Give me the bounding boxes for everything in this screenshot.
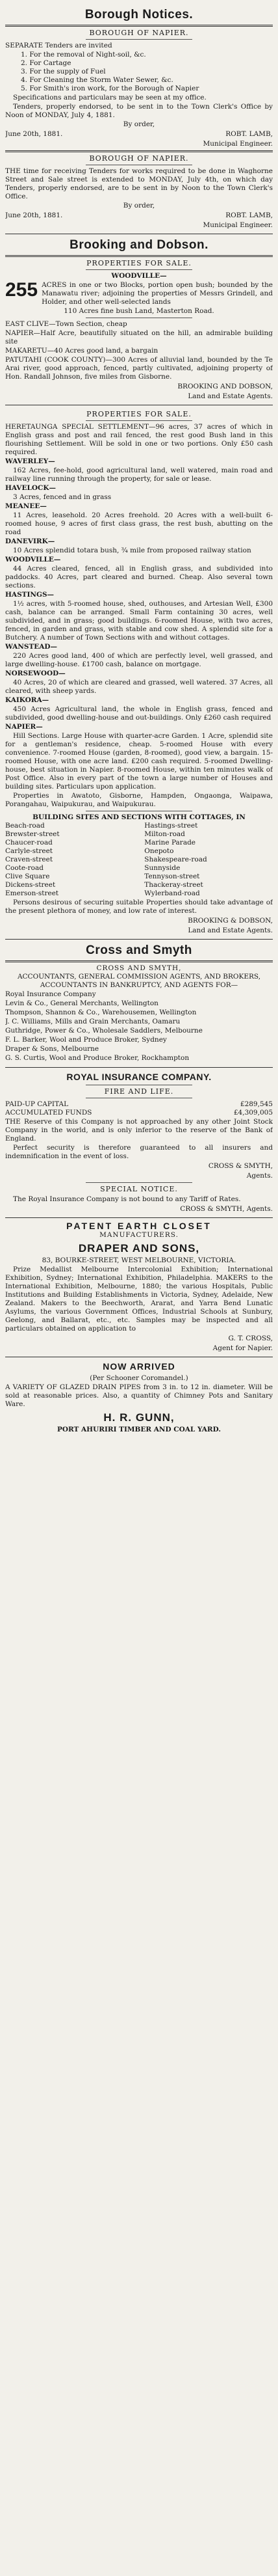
section-title: Brooking and Dobson.: [70, 238, 208, 252]
notice-date: June 20th, 1881.: [5, 211, 63, 219]
firm-title: Land and Estate Agents.: [188, 927, 273, 934]
notice-text: THE time for receiving Tenders for works required to be done in Waghorne Street and Sale street is extended to MONDAY, July 4th, on which day Tenders, properly endorsed, are to be sent in by Noon to the Town Clerk's Office.: [5, 167, 273, 200]
firm-line: ACCOUNTANTS IN BANKRUPTCY, AND AGENTS FOR—: [40, 981, 238, 989]
signer: ROBT. LAMB,: [225, 130, 273, 138]
funds-row: [5, 1109, 273, 1117]
section-title: Cross and Smyth: [86, 943, 192, 957]
special-notice-text: The Royal Insurance Company is not bound to any Tariff of Rates.: [13, 1195, 241, 1203]
notice-heading: BOROUGH OF NAPIER.: [89, 154, 189, 163]
property-text: 11 Acres, leasehold. 20 Acres freehold. 20 Acres with a well-built 6-roomed house, 9 acres of first class grass, the rest bush, abutting on the road: [5, 511, 273, 536]
list-item: 5. For Smith's iron work, for the Borough of Napier: [21, 85, 199, 92]
list-item: 4. For Cleaning the Storm Water Sewer, &c.: [21, 76, 173, 84]
yard-name: PORT AHURIRI TIMBER AND COAL YARD.: [57, 1426, 221, 1433]
agency-line: Guthridge, Power & Co., Wholesale Saddlers, Melbourne: [5, 1027, 203, 1035]
properties-ad: [5, 405, 273, 940]
property-line: EAST CLIVE—Town Section, cheap: [5, 320, 127, 328]
list-item: Carlyle-street: [5, 847, 53, 855]
property-line: NAPIER—Half Acre, beautifully situated on the hill, an admirable building site: [5, 329, 273, 346]
section-title: Borough Notices.: [84, 8, 194, 21]
divider: [5, 255, 273, 257]
agency-line: F. L. Barker, Wool and Produce Broker, Sydney: [5, 1036, 167, 1044]
signature-block: [5, 1205, 273, 1213]
property-text: 40 Acres, 20 of which are cleared and grassed, well watered. 37 Acres, all cleared, with sheep yards.: [5, 679, 273, 695]
list-item: Sunnyside: [144, 864, 181, 872]
list-item: Dickens-street: [5, 881, 56, 889]
list-item: Brewster-street: [5, 830, 60, 838]
place-name: NAPIER—: [5, 723, 43, 731]
place-name: HASTINGS—: [5, 591, 55, 599]
section-title: ROYAL INSURANCE COMPANY.: [66, 1072, 212, 1082]
woodville-tail: 110 Acres fine bush Land, Masterton Road.: [64, 307, 214, 315]
property-text: 10 Acres splendid totara bush, ¾ mile from proposed railway station: [13, 547, 251, 554]
list-item: Clive Square: [5, 873, 50, 880]
now-arrived-heading: NOW ARRIVED: [103, 1361, 175, 1372]
divider: [5, 150, 273, 152]
agency-line: Draper & Sons, Melbourne: [5, 1045, 99, 1053]
list-item: Shakespeare-road: [144, 856, 207, 863]
building-sites-heading: BUILDING SITES AND SECTIONS WITH COTTAGES, IN: [32, 813, 246, 821]
woodville-block: [5, 280, 273, 307]
place-name: MEANEE—: [5, 502, 47, 510]
agency-line: J. C. Williams, Mills and Grain Merchants, Oamaru: [5, 1018, 181, 1025]
list-item: Hastings-street: [144, 822, 198, 830]
place-name: WAVERLEY—: [5, 457, 55, 465]
firm-name: CROSS AND SMYTH,: [96, 964, 182, 972]
divider: [5, 960, 273, 962]
signature-block: [5, 1172, 273, 1180]
signer-title: Municipal Engineer.: [203, 140, 273, 148]
funds-label: ACCUMULATED FUNDS: [5, 1109, 92, 1117]
list-item: Coote-road: [5, 864, 44, 872]
tender-list: [21, 51, 273, 93]
list-item: Beach-road: [5, 822, 45, 830]
notice-intro: SEPARATE Tenders are invited: [5, 42, 112, 49]
section-subtitle: PROPERTIES FOR SALE.: [86, 259, 192, 267]
list-item: 1. For the removal of Night-soil, &c.: [21, 51, 146, 59]
security-text: Perfect security is therefore guaranteed to all insurers and indemnification in the event of loss.: [5, 1144, 273, 1160]
signature-block: [5, 1162, 273, 1171]
sites-column-left: [5, 822, 134, 898]
signer: ROBT. LAMB,: [225, 211, 273, 219]
divider: [86, 1182, 193, 1183]
signature-block: [5, 927, 273, 935]
property-text: HERETAUNGA SPECIAL SETTLEMENT—96 acres, 37 acres of which in English grass and post and rail fenced, the rest good Bush land in this flourishing Settlement. Will be sold in one or two portions. Only £50 cash required.: [5, 423, 273, 456]
section-subtitle: FIRE AND LIFE.: [104, 1087, 174, 1096]
signature-block: [5, 917, 273, 925]
patent-heading: PATENT EARTH CLOSET: [66, 1221, 212, 1231]
agency-line: Thompson, Shannon & Co., Warehousemen, Wellington: [5, 1009, 197, 1016]
list-item: Marine Parade: [144, 839, 196, 847]
notice-date: June 20th, 1881.: [5, 130, 63, 138]
place-name: NORSEWOOD—: [5, 670, 66, 677]
property-text: Hill Sections. Large House with quarter-acre Garden. 1 Acre, splendid site for a gentleman's residence, cheap. 5-roomed House with every convenience. 7-roomed House (garden, 8-roomed), good view, a bargain. 15-roomed House, with one acre land. £200 cash required. 5-roomed Dwelling-house, best situation in Napier. 8-roomed House, within ten minutes walk of Post Office. Also in every part of the town a large number of Houses and building sites. Particulars upon application.: [5, 732, 273, 791]
list-item: Craven-street: [5, 856, 53, 863]
signature-block: [5, 1344, 273, 1353]
manufacturers-heading: MANUFACTURERS.: [99, 1231, 179, 1239]
agency-line: G. S. Curtis, Wool and Produce Broker, Rockhampton: [5, 1054, 190, 1062]
signature-block: [5, 1335, 273, 1343]
agency-line: Levin & Co., General Merchants, Wellington: [5, 999, 158, 1007]
place-name: DANEVIRK—: [5, 537, 55, 545]
list-item: Tennyson-street: [144, 873, 200, 880]
woodville-text: ACRES in one or two Blocks, portion open bush; bounded by the Manawatu river; adjoining the properties of Messrs Grindell, and Holder, and other well-selected lands: [42, 281, 273, 306]
brooking-dobson-ad: [5, 234, 273, 405]
signature-block: [5, 140, 273, 148]
property-text: 450 Acres Agricultural land, the whole in English grass, fenced and subdivided, good dwelling-house and out-buildings. Only £260 cash required: [5, 705, 273, 722]
agent-name: G. T. CROSS,: [228, 1335, 273, 1342]
signature-block: [5, 211, 273, 220]
by-order: By order,: [123, 120, 155, 128]
borough-notices: [5, 4, 273, 234]
by-order: By order,: [123, 202, 155, 210]
woodville-heading: WOODVILLE—: [111, 272, 167, 280]
gunn-ad: [5, 1357, 273, 1438]
gunn-text: A VARIETY OF GLAZED DRAIN PIPES from 3 in. to 12 in. diameter. Will be sold at reasonable prices. Also, a quantity of Chimney Pots and Sanitary Ware.: [5, 1383, 273, 1408]
divider: [86, 39, 193, 40]
capital-label: PAID-UP CAPITAL: [5, 1100, 69, 1108]
merchant-name: H. R. GUNN,: [103, 1411, 175, 1424]
signature-block: [5, 383, 273, 391]
property-text: 3 Acres, fenced and in grass: [13, 493, 112, 501]
agent-title: Agent for Napier.: [212, 1344, 273, 1352]
place-name: WOODVILLE—: [5, 556, 61, 563]
schooner-line: (Per Schooner Coromandel.): [90, 1374, 188, 1382]
property-text: Properties in Awatoto, Gisborne, Hampden, Ongaonga, Waipawa, Porangahau, Waipukurau, and Waipukurau.: [5, 792, 273, 808]
notice-text: Specifications and particulars may be seen at my office.: [13, 94, 207, 102]
capital-value: £289,545: [240, 1100, 273, 1108]
signer-title: Municipal Engineer.: [203, 221, 273, 229]
notice-text: Tenders, properly endorsed, to be sent in to the Town Clerk's Office by Noon of MONDAY, July 4, 1881.: [5, 103, 273, 119]
agents-name: CROSS & SMYTH,: [208, 1162, 273, 1170]
divider: [86, 269, 193, 270]
signature-block: [5, 392, 273, 401]
list-item: Thackeray-street: [144, 881, 203, 889]
property-line: MAKARETU—40 Acres good land, a bargain: [5, 347, 158, 355]
list-item: Milton-road: [144, 830, 185, 838]
notice-heading: BOROUGH OF NAPIER.: [89, 29, 189, 37]
property-text: 1½ acres, with 5-roomed house, shed, outhouses, and Artesian Well, £300 cash, balance can be arranged. Small Farm containing 30 acres, well subdivided, and in grass; good buildings. 6-roomed House, with two acres, fenced, in garden and grass, with stable and cow shed. A splendid site for a Butchery. A number of Town Sections with and without cottages.: [5, 600, 273, 642]
firm-name: DRAPER AND SONS,: [78, 1242, 200, 1254]
place-name: KAIKORA—: [5, 696, 49, 704]
firm-address: 83, BOURKE-STREET, WEST MELBOURNE, VICTORIA.: [42, 1256, 236, 1264]
agents-name: CROSS & SMYTH, Agents.: [180, 1205, 273, 1213]
royal-insurance-ad: [5, 1068, 273, 1218]
divider: [86, 420, 193, 421]
divider: [5, 25, 273, 27]
special-notice-heading: SPECIAL NOTICE.: [100, 1185, 178, 1193]
list-item: Onepoto: [144, 847, 174, 855]
property-text: Persons desirous of securing suitable Properties should take advantage of the present plethora of money, and low rate of interest.: [5, 899, 273, 915]
list-item: Chaucer-road: [5, 839, 53, 847]
section-subtitle: PROPERTIES FOR SALE.: [86, 410, 192, 418]
property-line: PATUTAHI (COOK COUNTY)—300 Acres of alluvial land, bounded by the Te Arai river, good approach, fenced, partly cultivated, adjoining property of Hon. Randall Johnson, five miles from Gisborne.: [5, 356, 273, 381]
cross-smyth-ad: [5, 940, 273, 1068]
firm-line: ACCOUNTANTS, GENERAL COMMISSION AGENTS, AND BROKERS,: [17, 973, 261, 981]
agency-line: Royal Insurance Company: [5, 990, 96, 998]
agents-title: Agents.: [246, 1172, 273, 1180]
property-text: 162 Acres, fee-hold, good agricultural land, well watered, main road and railway line running through the property, for sale or lease.: [5, 467, 273, 483]
firm-name: BROOKING & DOBSON,: [188, 917, 273, 925]
list-item: 3. For the supply of Fuel: [21, 68, 106, 75]
firm-title: Land and Estate Agents.: [188, 392, 273, 400]
draper-sons-ad: [5, 1218, 273, 1357]
sites-column-right: [144, 822, 273, 898]
property-text: 44 Acres cleared, fenced, all in English grass, and subdivided into paddocks. 40 Acres, part cleared and burned. Cheap. Also several town sections.: [5, 565, 273, 590]
reserve-text: THE Reserve of this Company is not approached by any other Joint Stock Company in the world, and is only inferior to the reserve of the Bank of England.: [5, 1118, 273, 1143]
building-sites: [5, 822, 273, 898]
draper-text: Prize Medallist Melbourne Intercolonial Exhibition; International Exhibition, Sydney; International Exhibition, Philadelphia. MAKERS to the International Exhibition, Melbourne, 1880; the various Hospitals, Public Institutions and Building Establishments in Victoria, Sydney, Adelaide, New Zealand. Makers to the Beechworth, Ararat, and Yarra Bend Lunatic Asylums, the various Government Offices, Industrial Schools at Sunbury, Geelong, and Ballarat, etc., etc. Samples may be inspected and all particulars obtained on application to: [5, 1266, 273, 1333]
acreage-figure: 255: [5, 280, 38, 301]
property-text: 220 Acres good land, 400 of which are perfectly level, well grassed, and large dwelling-house. £1700 cash, balance on mortgage.: [5, 652, 273, 668]
firm-name: BROOKING AND DOBSON,: [177, 383, 273, 390]
signature-block: [5, 221, 273, 230]
list-item: 2. For Cartage: [21, 59, 71, 67]
place-name: WANSTEAD—: [5, 643, 58, 651]
funds-value: £4,309,005: [233, 1109, 273, 1117]
list-item: Wylerband-road: [144, 889, 200, 897]
capital-row: [5, 1100, 273, 1109]
list-item: Emerson-street: [5, 889, 59, 897]
place-name: HAVELOCK—: [5, 484, 56, 492]
signature-block: [5, 130, 273, 139]
